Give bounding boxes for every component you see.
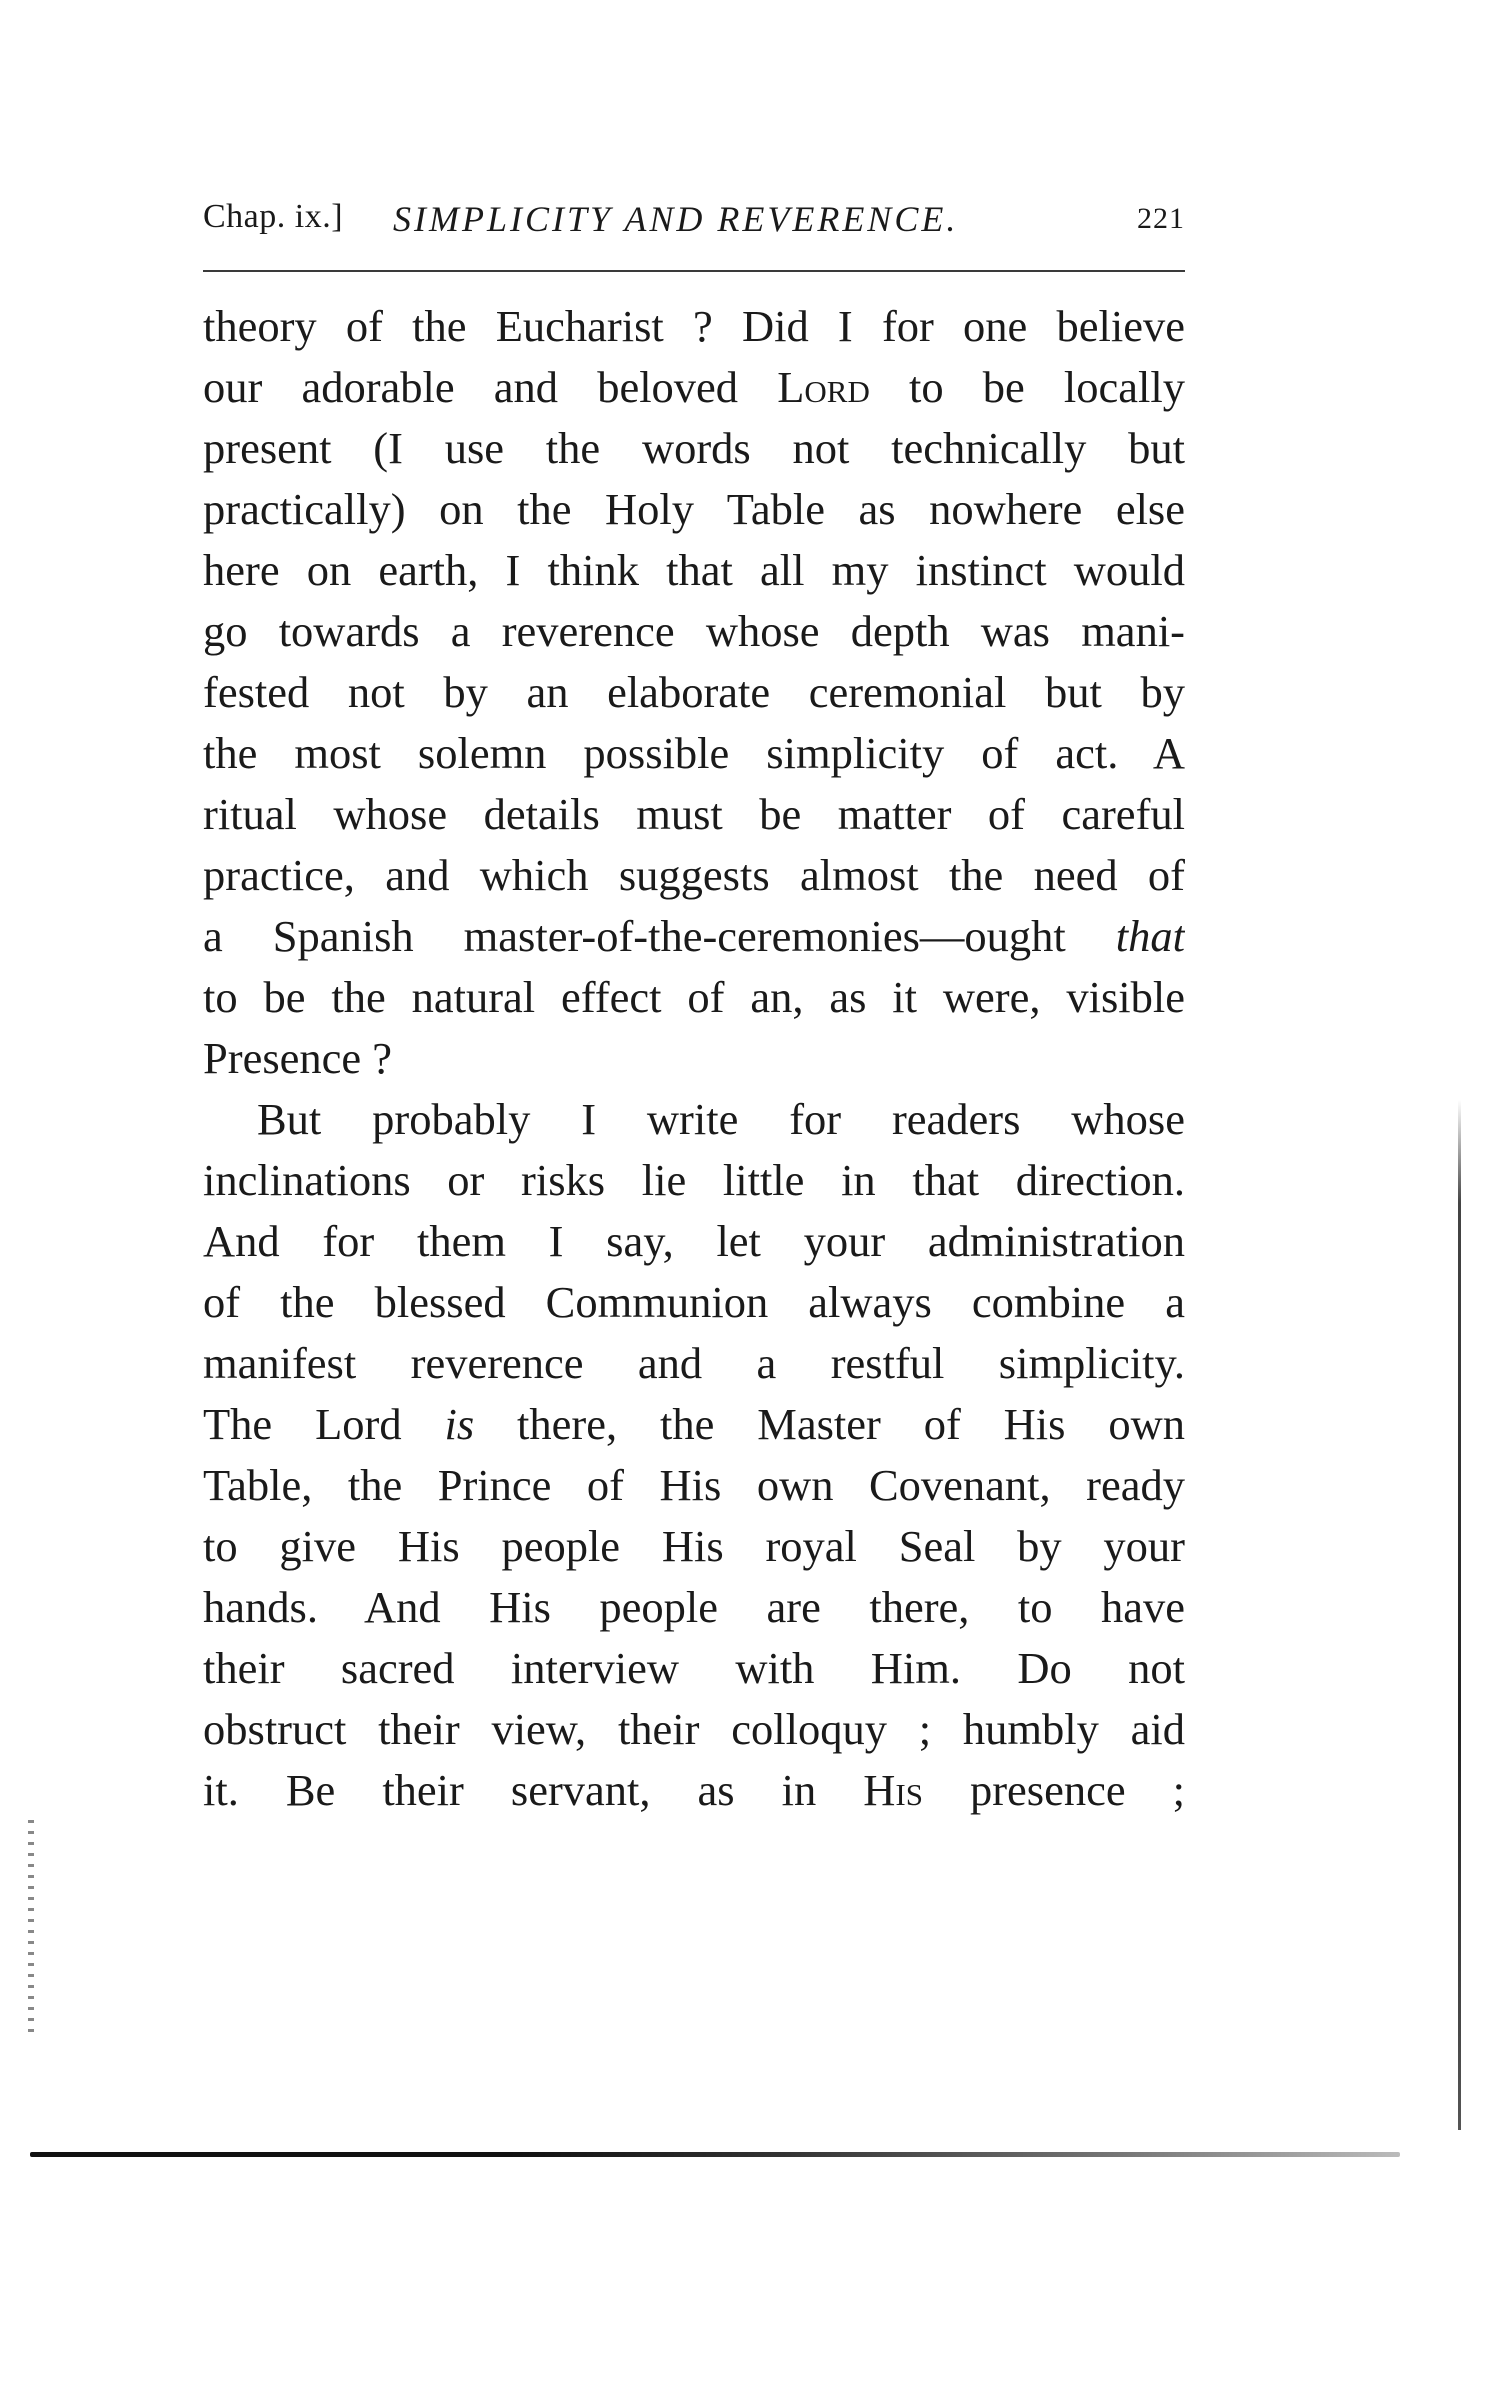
text-line: And for them I say, let your administration bbox=[203, 1216, 1185, 1266]
text-line: present (I use the words not technically but bbox=[203, 423, 1185, 473]
running-head bbox=[203, 198, 1185, 248]
text-line: But probably I write for readers whose bbox=[257, 1094, 1185, 1144]
text-line: their sacred interview with Him. Do not bbox=[203, 1643, 1185, 1693]
text-line: inclinations or risks lie little in that direction. bbox=[203, 1155, 1185, 1205]
text-line: obstruct their view, their colloquy ; humbly aid bbox=[203, 1704, 1185, 1754]
text-line: it. Be their servant, as in His presence ; bbox=[203, 1765, 1185, 1815]
text-line: manifest reverence and a restful simplicity. bbox=[203, 1338, 1185, 1388]
text-line: hands. And His people are there, to have bbox=[203, 1582, 1185, 1632]
body-text bbox=[203, 296, 1185, 1821]
italic-that: that bbox=[1115, 911, 1185, 961]
text-line: go towards a reverence whose depth was mani- bbox=[203, 606, 1185, 656]
text-line: practically) on the Holy Table as nowhere else bbox=[203, 484, 1185, 534]
text-line: a Spanish master-of-the-ceremonies—ought that bbox=[203, 911, 1185, 961]
italic-is: is bbox=[444, 1399, 475, 1449]
small-caps-lord: Lord bbox=[777, 362, 870, 412]
text-line: fested not by an elaborate ceremonial but by bbox=[203, 667, 1185, 717]
text-line: to be the natural effect of an, as it were, visible bbox=[203, 972, 1185, 1022]
text-line: here on earth, I think that all my instinct would bbox=[203, 545, 1185, 595]
text-line: Presence ? bbox=[203, 1033, 393, 1083]
running-title: SIMPLICITY AND REVERENCE. bbox=[393, 199, 959, 239]
text-line: our adorable and beloved Lord to be locally bbox=[203, 362, 1185, 412]
bottom-scan-rule bbox=[30, 2152, 1400, 2157]
small-caps-his: His bbox=[863, 1765, 923, 1815]
header-rule bbox=[203, 270, 1185, 272]
text-line: the most solemn possible simplicity of act. A bbox=[203, 728, 1185, 778]
chapter-label: Chap. ix.] bbox=[203, 198, 344, 235]
text-line: practice, and which suggests almost the need of bbox=[203, 850, 1185, 900]
text-line: The Lord is there, the Master of His own bbox=[203, 1399, 1185, 1449]
text-line: to give His people His royal Seal by your bbox=[203, 1521, 1185, 1571]
text-line: theory of the Eucharist ? Did I for one believe bbox=[203, 301, 1185, 351]
text-line: of the blessed Communion always combine a bbox=[203, 1277, 1185, 1327]
text-line: Table, the Prince of His own Covenant, ready bbox=[203, 1460, 1185, 1510]
page-number: 221 bbox=[1137, 202, 1185, 235]
right-page-edge bbox=[1458, 1100, 1461, 2130]
text-line: ritual whose details must be matter of careful bbox=[203, 789, 1185, 839]
left-binding-specks bbox=[28, 1820, 34, 2040]
